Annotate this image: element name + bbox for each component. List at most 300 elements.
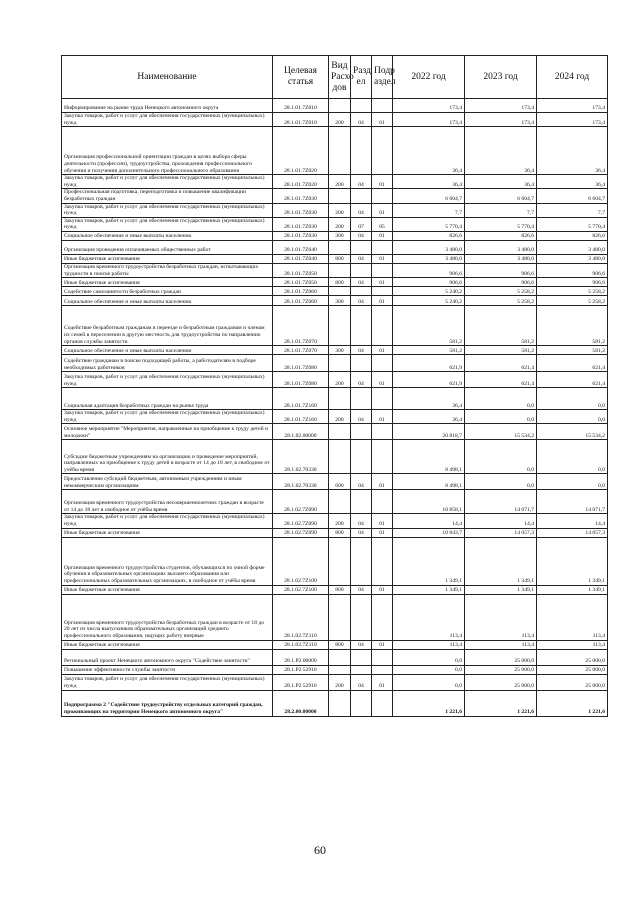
cell-year-2023: 25 000,0 [465,674,537,690]
budget-table [61,55,608,717]
cell-expense-kind [329,690,351,716]
cell-target-article: 28.1.01.7Z010 [273,113,329,127]
cell-section: 04 [351,203,372,217]
cell-year-2023: 826,6 [465,231,537,240]
cell-expense-kind: 800 [329,254,351,263]
table-row [62,203,608,217]
table-row [62,424,608,440]
cell-name: Иные бюджетные ассигнования [62,528,273,537]
cell-name: Закупка товаров, работ и услуг для обеспечения государственных (муниципальных) нужд [62,203,273,217]
cell-subsection [372,537,393,585]
table-row [62,514,608,528]
table-row [62,240,608,254]
cell-expense-kind [329,127,351,175]
cell-year-2024: 1 221,6 [537,690,608,716]
cell-year-2023: 621,4 [465,372,537,388]
cell-target-article: 28.1.P2.00000 [273,649,329,665]
cell-year-2022: 621,9 [393,372,465,388]
cell-year-2022: 5 770,4 [393,217,465,231]
cell-section: 07 [351,217,372,231]
cell-year-2024: 3 480,0 [537,240,608,254]
cell-year-2024: 14 071,7 [537,490,608,514]
cell-expense-kind [329,287,351,296]
cell-year-2024: 826,6 [537,231,608,240]
cell-target-article: 28.1.P2.52910 [273,665,329,674]
table-row [62,189,608,203]
cell-section [351,649,372,665]
cell-target-article: 28.1.01.7Z030 [273,189,329,203]
cell-year-2023: 581,2 [465,306,537,346]
cell-name: Иные бюджетные ассигнования [62,254,273,263]
cell-year-2023: 0,0 [465,474,537,490]
cell-name: Закупка товаров, работ и услуг для обеспечения государственных (муниципальных) нужд [62,175,273,189]
cell-year-2023: 173,4 [465,99,537,113]
cell-year-2023: 906,6 [465,263,537,277]
cell-subsection [372,99,393,113]
cell-expense-kind: 200 [329,410,351,424]
cell-year-2023: 5 258,2 [465,296,537,306]
cell-expense-kind: 800 [329,278,351,287]
cell-year-2024: 36,4 [537,175,608,189]
header-name: Наименование [62,56,273,99]
table-row [62,263,608,277]
cell-year-2023: 3 480,0 [465,254,537,263]
cell-year-2023: 14 057,3 [465,528,537,537]
table-row [62,690,608,716]
cell-section: 04 [351,278,372,287]
table-row [62,388,608,410]
cell-name: Профессиональная подготовка, переподготовка и повышение квалификации безработных граждан [62,189,273,203]
cell-year-2022: 906,6 [393,263,465,277]
cell-year-2024: 0,0 [537,440,608,474]
header-expense-kind: Вид Расхо дов [329,56,351,99]
table-row [62,528,608,537]
cell-year-2022: 0,0 [393,649,465,665]
cell-year-2024: 25 000,0 [537,649,608,665]
cell-expense-kind: 200 [329,372,351,388]
cell-year-2023: 1 221,6 [465,690,537,716]
cell-subsection [372,287,393,296]
cell-subsection [372,649,393,665]
cell-subsection: 01 [372,296,393,306]
cell-expense-kind [329,306,351,346]
cell-target-article: 28.1.01.7Z080 [273,372,329,388]
cell-year-2024: 1 349,1 [537,537,608,585]
table-row [62,640,608,649]
cell-year-2024: 5 258,2 [537,296,608,306]
cell-year-2024: 5 258,2 [537,287,608,296]
cell-section: 04 [351,296,372,306]
table-row [62,99,608,113]
cell-expense-kind: 300 [329,231,351,240]
cell-section [351,189,372,203]
cell-name: Информирование на рынке труда Ненецкого автономного округа [62,99,273,113]
cell-section [351,424,372,440]
cell-section: 04 [351,372,372,388]
cell-name: Организация временного трудоустройства студентов, обучающихся по очной форме обучения в образовательных организациях высшего образования или профессиональных образовательных организациях, в свободное от учёбы время [62,537,273,585]
cell-year-2022: 0,0 [393,674,465,690]
cell-year-2024: 0,0 [537,410,608,424]
cell-year-2023: 36,4 [465,175,537,189]
cell-section: 04 [351,175,372,189]
cell-year-2022: 7,7 [393,203,465,217]
cell-expense-kind [329,240,351,254]
cell-target-article: 28.1.02.70330 [273,474,329,490]
cell-name: Закупка товаров, работ и услуг для обеспечения государственных (муниципальных) нужд [62,217,273,231]
cell-subsection [372,440,393,474]
cell-subsection: 01 [372,372,393,388]
cell-section [351,287,372,296]
cell-subsection: 01 [372,640,393,649]
cell-subsection: 05 [372,217,393,231]
cell-year-2023: 113,4 [465,640,537,649]
cell-year-2024: 7,7 [537,203,608,217]
cell-section: 04 [351,640,372,649]
cell-subsection [372,189,393,203]
cell-year-2022: 1 349,1 [393,585,465,594]
cell-section: 04 [351,410,372,424]
cell-target-article: 28.1.01.7Z030 [273,231,329,240]
cell-subsection [372,490,393,514]
cell-target-article: 28.1.01.7Z010 [273,99,329,113]
cell-subsection [372,665,393,674]
cell-target-article: 28.1.02.7Z090 [273,514,329,528]
cell-name: Подпрограмма 2 "Содействие трудоустройству отдельных категорий граждан, проживающих на территории Ненецкого автономного округа" [62,690,273,716]
cell-year-2024: 14 057,3 [537,528,608,537]
cell-section: 04 [351,346,372,355]
cell-year-2024: 113,4 [537,640,608,649]
table-row [62,127,608,175]
cell-section: 04 [351,674,372,690]
cell-year-2024: 173,4 [537,113,608,127]
cell-name: Содействие гражданам в поиске подходящей работы, а работодателям в подборе необходимых работников [62,355,273,372]
table-row [62,355,608,372]
cell-name: Иные бюджетные ассигнования [62,640,273,649]
cell-subsection: 01 [372,514,393,528]
cell-year-2024: 36,4 [537,127,608,175]
table-row [62,537,608,585]
cell-year-2023: 5 258,2 [465,287,537,296]
cell-target-article: 28.1.01.7Z030 [273,203,329,217]
cell-expense-kind: 300 [329,296,351,306]
cell-expense-kind [329,594,351,640]
cell-name: Организация проведения оплачиваемых общественных работ [62,240,273,254]
cell-year-2022: 14,4 [393,514,465,528]
cell-subsection [372,594,393,640]
budget-table-sheet [61,55,607,717]
cell-target-article: 28.1.01.7Z050 [273,278,329,287]
cell-target-article: 28.1.02.7Z100 [273,585,329,594]
table-row [62,287,608,296]
cell-year-2022: 36,4 [393,127,465,175]
cell-expense-kind [329,440,351,474]
cell-name: Социальное обеспечение и иные выплаты населению [62,296,273,306]
table-row [62,278,608,287]
cell-year-2024: 173,4 [537,99,608,113]
cell-year-2022: 20 818,7 [393,424,465,440]
cell-name: Организация профессиональной ориентации граждан в целях выбора сферы деятельности (профессии), трудоустройства, прохождения профессионального обучения и получения дополнительного профессионального образования [62,127,273,175]
cell-target-article: 28.1.01.7Z070 [273,346,329,355]
cell-expense-kind [329,355,351,372]
cell-year-2022: 3 480,0 [393,240,465,254]
cell-expense-kind: 200 [329,514,351,528]
cell-year-2024: 6 604,7 [537,189,608,203]
header-subsection: Подр аздел [372,56,393,99]
table-row [62,674,608,690]
table-row [62,594,608,640]
cell-section [351,690,372,716]
cell-year-2024: 906,6 [537,278,608,287]
cell-year-2023: 15 534,2 [465,424,537,440]
cell-subsection: 01 [372,346,393,355]
cell-section: 04 [351,528,372,537]
table-body [62,99,608,717]
cell-target-article: 28.1.01.7Z060 [273,296,329,306]
cell-year-2024: 581,2 [537,346,608,355]
cell-year-2022: 36,4 [393,388,465,410]
cell-target-article: 28.1.01.7Z070 [273,306,329,346]
cell-name: Повышение эффективности службы занятости [62,665,273,674]
cell-year-2023: 14,4 [465,514,537,528]
cell-section: 04 [351,474,372,490]
cell-name: Субсидии бюджетным учреждениям на организацию и проведение мероприятий, направленных на приобщение к труду детей в возрасте от 14 до 18 лет, в свободное от учёбы время [62,440,273,474]
cell-subsection: 01 [372,278,393,287]
table-row [62,296,608,306]
cell-expense-kind [329,665,351,674]
cell-name: Содействие безработным гражданам в переезде и безработным гражданам и членам их семей в переселении в другую местность для трудоустройства по направлению органов службы занятости [62,306,273,346]
table-row [62,440,608,474]
cell-section: 04 [351,254,372,263]
cell-subsection: 01 [372,113,393,127]
cell-year-2022: 113,4 [393,640,465,649]
cell-name: Содействие самозанятости безработных граждан [62,287,273,296]
cell-year-2024: 621,4 [537,372,608,388]
cell-section [351,490,372,514]
cell-expense-kind: 800 [329,528,351,537]
cell-target-article: 28.1.01.7Z040 [273,240,329,254]
cell-year-2022: 8 498,1 [393,474,465,490]
header-year-2023: 2023 год [465,56,537,99]
cell-name: Предоставление субсидий бюджетным, автономным учреждениям и иным некоммерческим организациям [62,474,273,490]
cell-subsection: 01 [372,231,393,240]
cell-year-2023: 36,4 [465,127,537,175]
table-row [62,665,608,674]
table-row [62,113,608,127]
cell-target-article: 28.1.01.7Z020 [273,175,329,189]
table-header-row [62,56,608,99]
cell-year-2022: 1 221,6 [393,690,465,716]
cell-year-2022: 906,6 [393,278,465,287]
cell-subsection [372,690,393,716]
cell-subsection [372,388,393,410]
cell-subsection [372,424,393,440]
cell-year-2022: 36,4 [393,410,465,424]
cell-year-2022: 6 604,7 [393,189,465,203]
cell-expense-kind: 200 [329,175,351,189]
cell-year-2024: 14,4 [537,514,608,528]
cell-name: Закупка товаров, работ и услуг для обеспечения государственных (муниципальных) нужд [62,372,273,388]
cell-year-2022: 5 240,2 [393,287,465,296]
cell-section [351,99,372,113]
cell-target-article: 28.1.01.7Z040 [273,254,329,263]
cell-expense-kind: 200 [329,113,351,127]
cell-year-2022: 3 480,0 [393,254,465,263]
cell-expense-kind: 600 [329,474,351,490]
cell-name: Организация временного трудоустройства безработных граждан, испытывающих трудности в поиске работы [62,263,273,277]
cell-year-2023: 113,4 [465,594,537,640]
cell-year-2023: 3 480,0 [465,240,537,254]
cell-expense-kind: 800 [329,585,351,594]
cell-expense-kind [329,99,351,113]
cell-name: Закупка товаров, работ и услуг для обеспечения государственных (муниципальных) нужд [62,674,273,690]
cell-year-2023: 25 000,0 [465,649,537,665]
cell-subsection: 01 [372,175,393,189]
cell-name: Иные бюджетные ассигнования [62,278,273,287]
cell-year-2023: 1 349,1 [465,537,537,585]
cell-name: Основное мероприятие "Мероприятия, направленные на приобщение к труду детей и молодежи" [62,424,273,440]
header-year-2022: 2022 год [393,56,465,99]
cell-target-article: 28.1.01.7Z160 [273,388,329,410]
cell-year-2022: 5 240,2 [393,296,465,306]
cell-subsection [372,355,393,372]
table-row [62,585,608,594]
cell-target-article: 28.1.02.7Z110 [273,594,329,640]
cell-year-2022: 113,4 [393,594,465,640]
cell-target-article: 28.1.02.7Z090 [273,528,329,537]
cell-target-article: 28.2.00.00000 [273,690,329,716]
cell-target-article: 28.1.02.7Z090 [273,490,329,514]
cell-section [351,306,372,346]
cell-year-2022: 8 498,1 [393,440,465,474]
cell-year-2024: 3 480,0 [537,254,608,263]
cell-name: Иные бюджетные ассигнования [62,585,273,594]
cell-year-2024: 15 534,2 [537,424,608,440]
cell-name: Региональный проект Ненецкого автономного округа "Содействие занятости" [62,649,273,665]
cell-expense-kind: 200 [329,217,351,231]
cell-year-2022: 10 858,1 [393,490,465,514]
cell-year-2022: 621,9 [393,355,465,372]
cell-year-2024: 25 000,0 [537,665,608,674]
cell-target-article: 28.1.02.00000 [273,424,329,440]
page-number: 60 [314,843,326,857]
cell-expense-kind [329,490,351,514]
table-row [62,175,608,189]
table-row [62,474,608,490]
table-row [62,490,608,514]
cell-year-2023: 7,7 [465,203,537,217]
cell-section [351,263,372,277]
cell-year-2023: 14 071,7 [465,490,537,514]
cell-year-2022: 173,4 [393,99,465,113]
cell-year-2022: 0,0 [393,665,465,674]
cell-subsection: 01 [372,528,393,537]
cell-year-2022: 10 843,7 [393,528,465,537]
cell-target-article: 28.1.01.7Z020 [273,127,329,175]
cell-subsection: 01 [372,410,393,424]
cell-target-article: 28.1.01.7Z050 [273,263,329,277]
cell-year-2023: 906,6 [465,278,537,287]
cell-target-article: 28.1.01.7Z030 [273,217,329,231]
cell-section [351,127,372,175]
cell-year-2022: 36,4 [393,175,465,189]
cell-section [351,388,372,410]
cell-expense-kind: 300 [329,346,351,355]
table-row [62,346,608,355]
cell-name: Организация временного трудоустройства безработных граждан в возрасте от 18 до 20 лет из числа выпускников образовательных организаций среднего профессионального образования, ищущих работу впервые [62,594,273,640]
table-row [62,372,608,388]
cell-section: 04 [351,585,372,594]
cell-year-2024: 1 349,1 [537,585,608,594]
cell-section: 04 [351,113,372,127]
cell-year-2023: 621,4 [465,355,537,372]
cell-target-article: 28.1.01.7Z080 [273,355,329,372]
cell-year-2023: 6 604,7 [465,189,537,203]
table-row [62,306,608,346]
cell-expense-kind [329,537,351,585]
cell-year-2023: 581,2 [465,346,537,355]
cell-year-2024: 906,6 [537,263,608,277]
cell-year-2023: 0,0 [465,410,537,424]
cell-year-2024: 113,4 [537,594,608,640]
cell-name: Организация временного трудоустройства несовершеннолетних граждан в возрасте от 14 до 18 лет в свободное от учёбы время [62,490,273,514]
cell-section [351,665,372,674]
cell-target-article: 28.1.02.7Z110 [273,640,329,649]
cell-subsection: 01 [372,254,393,263]
cell-year-2023: 0,0 [465,440,537,474]
cell-section [351,594,372,640]
cell-expense-kind [329,388,351,410]
cell-expense-kind [329,424,351,440]
cell-name: Закупка товаров, работ и услуг для обеспечения государственных (муниципальных) нужд [62,514,273,528]
header-year-2024: 2024 год [537,56,608,99]
cell-subsection: 01 [372,585,393,594]
cell-year-2023: 1 349,1 [465,585,537,594]
cell-name: Социальная адаптация безработных граждан на рынке труда [62,388,273,410]
cell-expense-kind [329,649,351,665]
cell-expense-kind: 200 [329,203,351,217]
cell-year-2024: 5 770,4 [537,217,608,231]
cell-name: Закупка товаров, работ и услуг для обеспечения государственных (муниципальных) нужд [62,410,273,424]
cell-target-article: 28.1.01.7Z160 [273,410,329,424]
cell-year-2022: 826,6 [393,231,465,240]
cell-target-article: 28.1.P2.52910 [273,674,329,690]
cell-year-2024: 0,0 [537,474,608,490]
cell-year-2022: 581,2 [393,306,465,346]
cell-expense-kind [329,263,351,277]
cell-section: 04 [351,231,372,240]
cell-year-2023: 173,4 [465,113,537,127]
cell-target-article: 28.1.02.70330 [273,440,329,474]
cell-year-2023: 25 000,0 [465,665,537,674]
cell-year-2024: 581,2 [537,306,608,346]
cell-subsection: 01 [372,474,393,490]
table-row [62,254,608,263]
cell-subsection [372,263,393,277]
cell-section [351,440,372,474]
cell-name: Социальное обеспечение и иные выплаты населению [62,346,273,355]
cell-expense-kind [329,189,351,203]
header-target-article: Целевая статья [273,56,329,99]
cell-name: Социальное обеспечение и иные выплаты населению [62,231,273,240]
cell-target-article: 28.1.01.7Z060 [273,287,329,296]
cell-subsection: 01 [372,674,393,690]
cell-expense-kind: 800 [329,640,351,649]
table-row [62,217,608,231]
cell-target-article: 28.1.02.7Z100 [273,537,329,585]
cell-year-2024: 0,0 [537,388,608,410]
cell-subsection [372,127,393,175]
cell-name: Закупка товаров, работ и услуг для обеспечения государственных (муниципальных) нужд [62,113,273,127]
